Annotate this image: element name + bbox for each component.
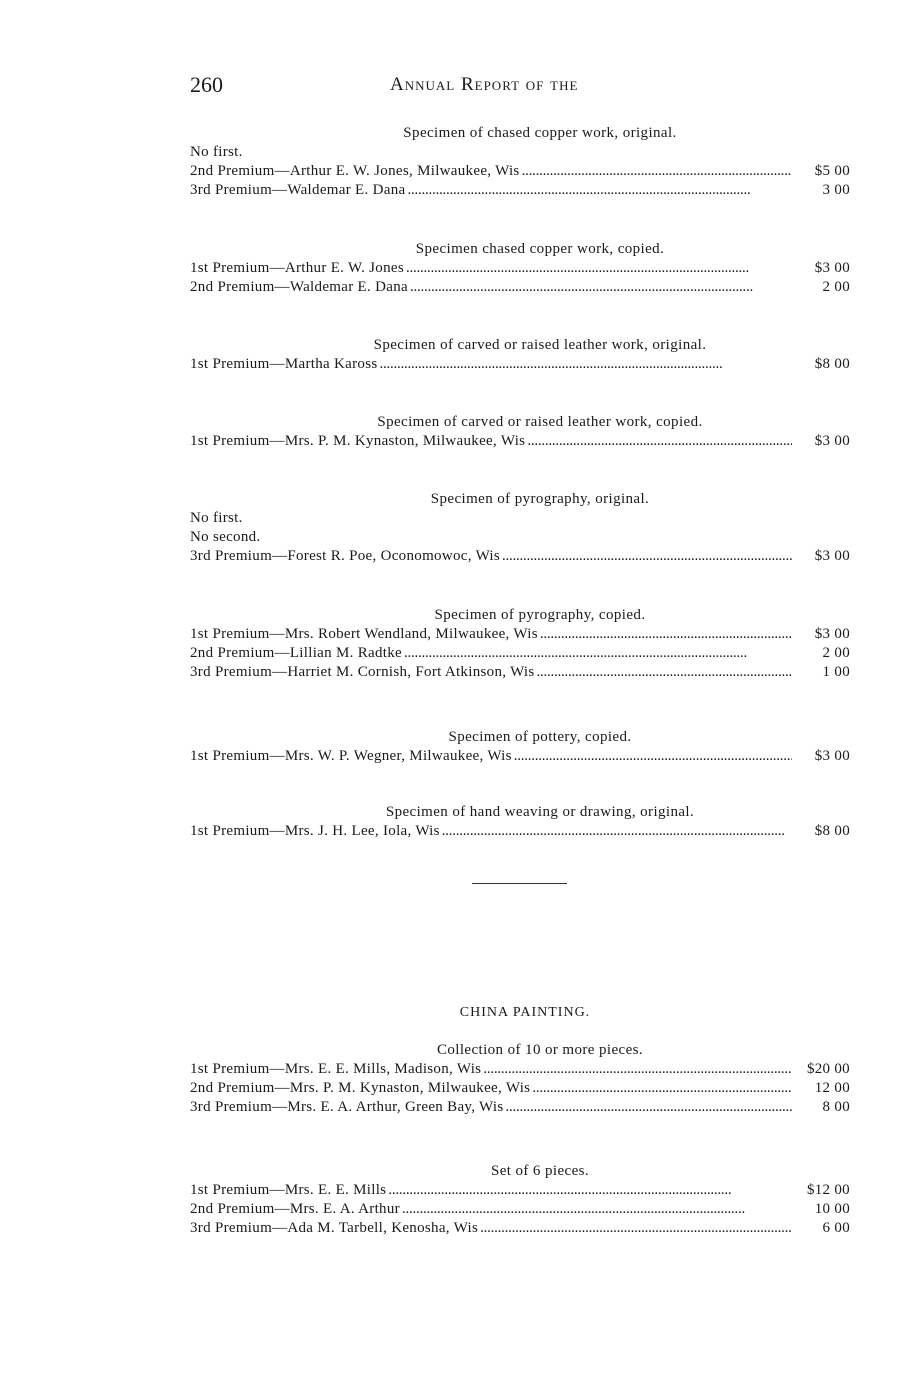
award-recipient: 1st Premium—Mrs. W. P. Wegner, Milwaukee, Wis [190,748,512,764]
award-recipient: 1st Premium—Mrs. E. E. Mills [190,1182,387,1198]
award-line [190,1219,850,1238]
award-recipient: 1st Premium—Arthur E. W. Jones [190,260,404,276]
award-recipient: 2nd Premium—Waldemar E. Dana [190,279,408,295]
section-heading: Specimen of pyrography, original. [430,491,650,507]
award-note: No first. [190,144,243,160]
award-recipient: 3rd Premium—Forest R. Poe, Oconomowoc, Wis [190,548,501,564]
award-recipient: 1st Premium—Mrs. E. E. Mills, Madison, Wis [190,1061,482,1077]
award-section [190,240,850,297]
award-recipient: 3rd Premium—Harriet M. Cornish, Fort Atkinson, Wis [190,664,535,680]
award-line [190,625,850,644]
award-line [190,1060,850,1079]
award-amount: $8 00 [814,356,850,372]
award-amount: 6 00 [822,1220,850,1236]
award-amount: $5 00 [814,163,850,179]
award-recipient: 1st Premium—Mrs. J. H. Lee, Iola, Wis [190,823,440,839]
leader-dots [402,1200,792,1219]
award-amount: $3 00 [814,748,850,764]
award-section [190,1162,850,1238]
award-amount: 2 00 [822,279,850,295]
award-amount: $3 00 [814,626,850,642]
section-heading: Specimen chased copper work, copied. [415,241,665,257]
section-heading: Specimen of pyrography, copied. [434,607,646,623]
award-line [190,1200,850,1219]
award-amount: 1 00 [822,664,850,680]
award-section [190,490,850,566]
leader-dots [532,1079,792,1098]
award-amount: 3 00 [822,182,850,198]
award-amount: $12 00 [806,1182,850,1198]
award-recipient: 2nd Premium—Arthur E. W. Jones, Milwaukee, Wis [190,163,520,179]
category-title: CHINA PAINTING. [459,1005,591,1020]
award-line [190,644,850,663]
award-amount: 12 00 [814,1080,850,1096]
leader-dots [407,181,792,200]
section-heading: Set of 6 pieces. [490,1163,590,1179]
award-line [190,259,850,278]
section-divider [472,883,567,884]
award-line [190,1181,850,1200]
award-amount: $20 00 [806,1061,850,1077]
award-amount: $8 00 [814,823,850,839]
award-section [190,1041,850,1117]
leader-dots [388,1181,792,1200]
award-section [190,336,850,374]
leader-dots [514,747,792,766]
award-note: No first. [190,510,243,526]
award-recipient: 1st Premium—Mrs. Robert Wendland, Milwaukee, Wis [190,626,538,642]
award-section [190,413,850,451]
award-section [190,803,850,841]
award-amount: 10 00 [814,1201,850,1217]
leader-dots [540,625,792,644]
leader-dots [537,663,792,682]
section-heading: Specimen of chased copper work, original. [403,125,677,141]
award-recipient: 2nd Premium—Mrs. P. M. Kynaston, Milwaukee, Wis [190,1080,531,1096]
page-number: 260 [190,72,223,97]
award-amount: $3 00 [814,548,850,564]
leader-dots [410,278,792,297]
award-line [190,181,850,200]
award-line [190,663,850,682]
section-heading: Collection of 10 or more pieces. [436,1042,644,1058]
award-section [190,728,850,766]
award-amount: 8 00 [822,1099,850,1115]
award-line [190,432,850,451]
page-header [190,72,850,102]
award-recipient: 3rd Premium—Mrs. E. A. Arthur, Green Bay, Wis [190,1099,504,1115]
award-note: No second. [190,529,261,545]
award-amount: $3 00 [814,260,850,276]
leader-dots [522,162,792,181]
award-line [190,547,850,566]
award-recipient: 2nd Premium—Mrs. E. A. Arthur [190,1201,400,1217]
leader-dots [480,1219,792,1238]
section-heading: Specimen of carved or raised leather work, original. [373,337,707,353]
award-line [190,162,850,181]
section-heading: Specimen of hand weaving or drawing, original. [385,804,695,820]
award-line [190,822,850,841]
leader-dots [442,822,792,841]
award-line [190,747,850,766]
award-recipient: 3rd Premium—Waldemar E. Dana [190,182,406,198]
award-recipient: 2nd Premium—Lillian M. Radtke [190,645,403,661]
leader-dots [404,644,792,663]
award-amount: $3 00 [814,433,850,449]
running-head: Annual Report of the [390,74,579,95]
award-section [190,124,850,200]
leader-dots [506,1098,792,1117]
leader-dots [502,547,792,566]
leader-dots [483,1060,792,1079]
award-recipient: 3rd Premium—Ada M. Tarbell, Kenosha, Wis [190,1220,479,1236]
award-line [190,1098,850,1117]
section-heading: Specimen of carved or raised leather work, copied. [377,414,703,430]
premium-list [190,124,850,1238]
award-line [190,355,850,374]
award-line [190,1079,850,1098]
award-recipient: 1st Premium—Mrs. P. M. Kynaston, Milwaukee, Wis [190,433,526,449]
leader-dots [379,355,792,374]
leader-dots [406,259,792,278]
section-heading: Specimen of pottery, copied. [448,729,632,745]
leader-dots [527,432,792,451]
award-section [190,606,850,682]
award-amount: 2 00 [822,645,850,661]
award-recipient: 1st Premium—Martha Kaross [190,356,378,372]
award-line [190,278,850,297]
